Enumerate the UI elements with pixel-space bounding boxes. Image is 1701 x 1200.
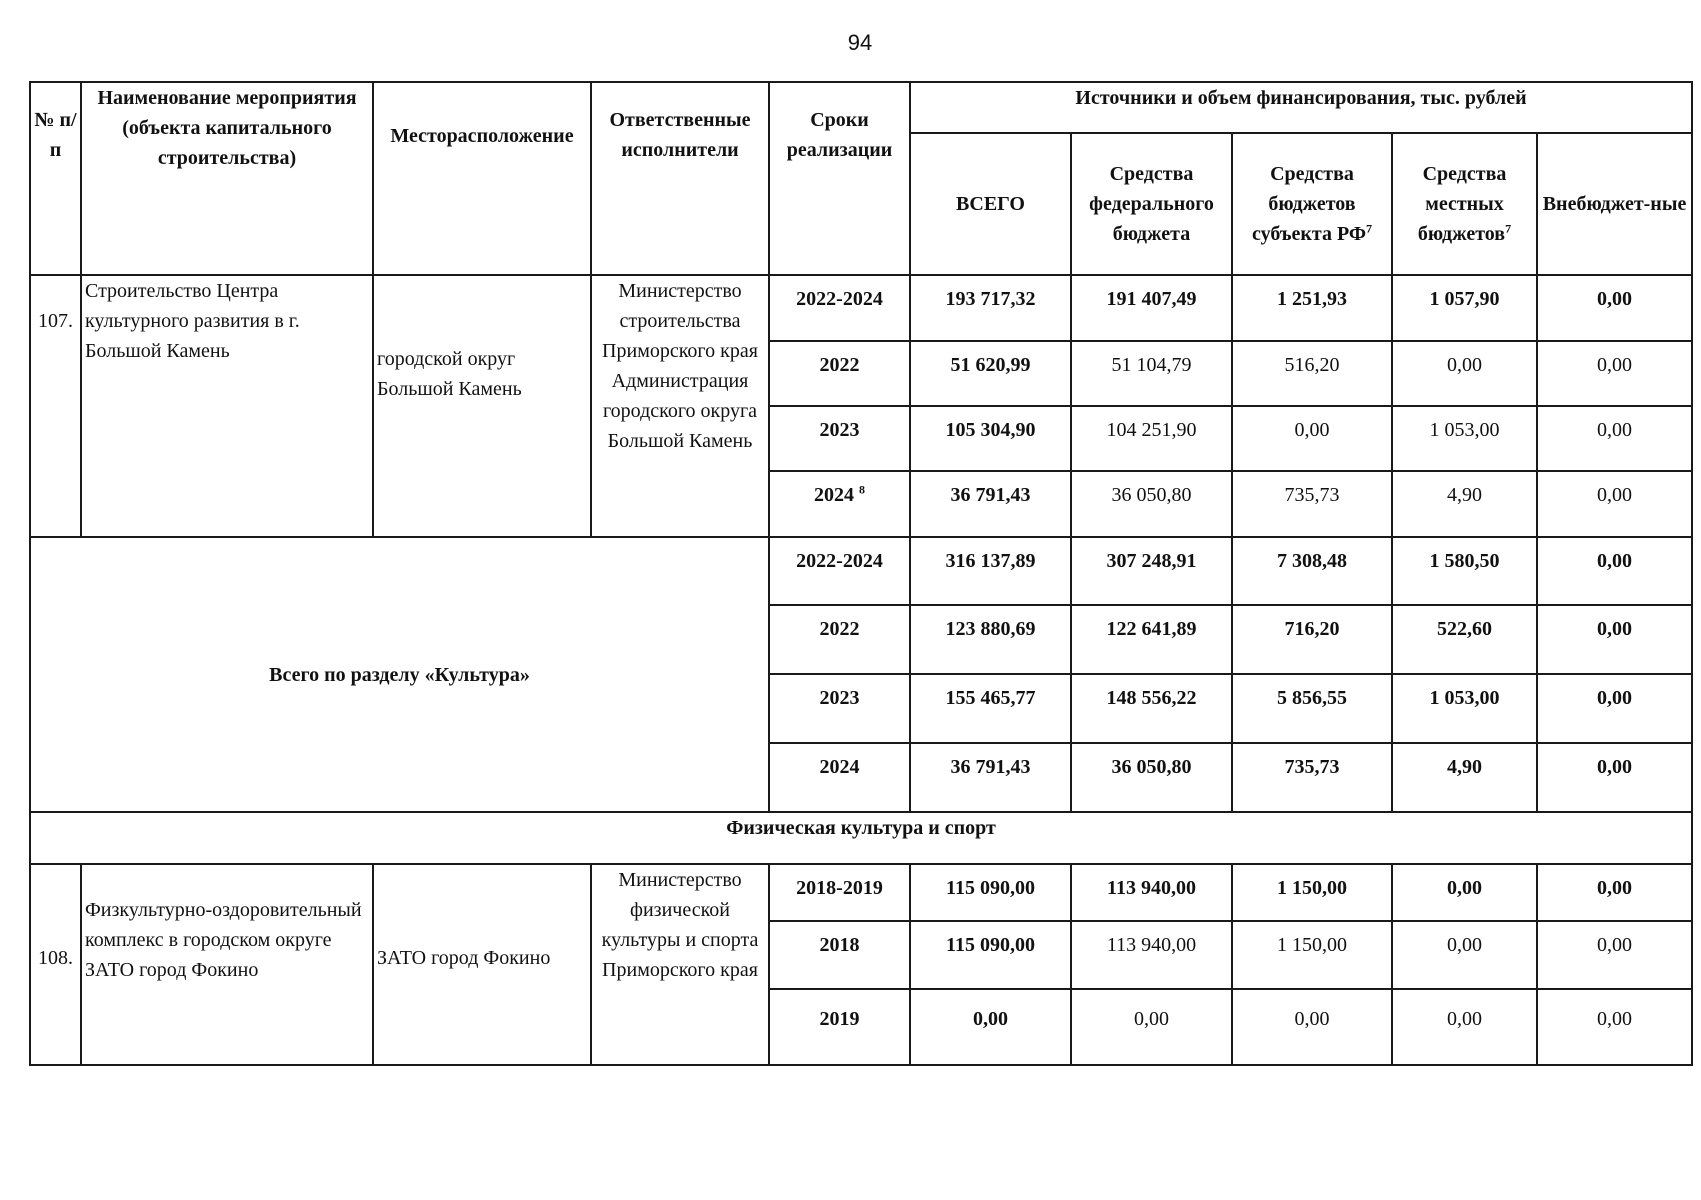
table-row	[30, 864, 1692, 921]
project-108-period: 2018	[769, 921, 910, 989]
project-108-total: 115 090,00	[910, 864, 1071, 921]
project-108-num: 108.	[30, 864, 81, 1065]
project-108-total: 115 090,00	[910, 921, 1071, 989]
project-107-location: городской округ Большой Камень	[373, 275, 591, 537]
project-107-regional: 1 251,93	[1232, 275, 1392, 341]
project-107-local: 1 053,00	[1392, 406, 1537, 471]
header-local: Средства местных бюджетов$^7$	[1392, 133, 1537, 275]
project-107-num: 107.	[30, 275, 81, 537]
culture-total-extra: 0,00	[1537, 605, 1692, 674]
header-responsible: Ответственные исполнители	[591, 82, 769, 275]
project-107-extra: 0,00	[1537, 406, 1692, 471]
project-108-extra: 0,00	[1537, 989, 1692, 1065]
project-107-local: 1 057,90	[1392, 275, 1537, 341]
culture-total-period: 2022	[769, 605, 910, 674]
project-107-responsible: Министерство строительства Приморского края Администрация городского округа Большой Камень	[591, 275, 769, 537]
culture-total-regional: 716,20	[1232, 605, 1392, 674]
project-107-total: 51 620,99	[910, 341, 1071, 406]
project-107-total: 36 791,43	[910, 471, 1071, 537]
header-row-1	[30, 82, 1692, 133]
project-108-name: Физкультурно-оздоровительный комплекс в городском округе ЗАТО город Фокино	[81, 864, 373, 1065]
culture-total-period: 2022-2024	[769, 537, 910, 605]
project-107-local: 0,00	[1392, 341, 1537, 406]
project-107-federal: 104 251,90	[1071, 406, 1232, 471]
culture-total-label: Всего по разделу «Культура»	[30, 537, 769, 812]
culture-total-extra: 0,00	[1537, 674, 1692, 743]
header-sources: Источники и объем финансирования, тыс. рублей	[910, 82, 1692, 133]
culture-total-period: 2023	[769, 674, 910, 743]
project-107-extra: 0,00	[1537, 275, 1692, 341]
table-row	[30, 275, 1692, 341]
culture-total-federal: 307 248,91	[1071, 537, 1232, 605]
header-total: ВСЕГО	[910, 133, 1071, 275]
project-108-location: ЗАТО город Фокино	[373, 864, 591, 1065]
culture-total-regional: 5 856,55	[1232, 674, 1392, 743]
culture-total-local: 1 053,00	[1392, 674, 1537, 743]
project-108-local: 0,00	[1392, 921, 1537, 989]
project-107-local: 4,90	[1392, 471, 1537, 537]
project-108-regional: 1 150,00	[1232, 921, 1392, 989]
culture-total-regional: 7 308,48	[1232, 537, 1392, 605]
project-108-federal: 113 940,00	[1071, 864, 1232, 921]
project-108-local: 0,00	[1392, 989, 1537, 1065]
project-107-period: 2023	[769, 406, 910, 471]
project-107-extra: 0,00	[1537, 471, 1692, 537]
header-location: Месторасположение	[373, 82, 591, 275]
project-107-regional: 0,00	[1232, 406, 1392, 471]
header-extra: Внебюджет-ные	[1537, 133, 1692, 275]
project-107-period: 2022	[769, 341, 910, 406]
project-107-federal: 191 407,49	[1071, 275, 1232, 341]
culture-total-federal: 148 556,22	[1071, 674, 1232, 743]
project-107-regional: 735,73	[1232, 471, 1392, 537]
project-108-regional: 0,00	[1232, 989, 1392, 1065]
culture-total-period: 2024	[769, 743, 910, 812]
header-federal: Средства федерального бюджета	[1071, 133, 1232, 275]
culture-total-total: 316 137,89	[910, 537, 1071, 605]
project-107-regional: 516,20	[1232, 341, 1392, 406]
project-107-extra: 0,00	[1537, 341, 1692, 406]
page-number: 94	[847, 30, 873, 55]
culture-total-extra: 0,00	[1537, 537, 1692, 605]
project-108-responsible: Министерство физической культуры и спорта Приморского края	[591, 864, 769, 1065]
project-108-federal: 113 940,00	[1071, 921, 1232, 989]
culture-total-extra: 0,00	[1537, 743, 1692, 812]
culture-total-federal: 36 050,80	[1071, 743, 1232, 812]
financing-table	[29, 81, 1693, 1066]
culture-total-regional: 735,73	[1232, 743, 1392, 812]
culture-total-total: 155 465,77	[910, 674, 1071, 743]
project-107-period: 2022-2024	[769, 275, 910, 341]
project-108-federal: 0,00	[1071, 989, 1232, 1065]
project-108-local: 0,00	[1392, 864, 1537, 921]
project-108-extra: 0,00	[1537, 864, 1692, 921]
project-108-period: 2018-2019	[769, 864, 910, 921]
project-108-regional: 1 150,00	[1232, 864, 1392, 921]
project-107-period: 2024 $^8$	[769, 471, 910, 537]
project-107-federal: 36 050,80	[1071, 471, 1232, 537]
culture-total-local: 1 580,50	[1392, 537, 1537, 605]
project-108-period: 2019	[769, 989, 910, 1065]
culture-total-local: 4,90	[1392, 743, 1537, 812]
project-107-federal: 51 104,79	[1071, 341, 1232, 406]
section-title-sport: Физическая культура и спорт	[30, 812, 1692, 864]
section-row	[30, 812, 1692, 864]
project-107-total: 193 717,32	[910, 275, 1071, 341]
header-name: Наименование мероприятия (объекта капитального строительства)	[81, 82, 373, 275]
header-num: № п/п	[30, 82, 81, 275]
project-107-total: 105 304,90	[910, 406, 1071, 471]
project-108-total: 0,00	[910, 989, 1071, 1065]
culture-total-total: 36 791,43	[910, 743, 1071, 812]
table-row	[30, 537, 1692, 605]
culture-total-federal: 122 641,89	[1071, 605, 1232, 674]
header-regional: Средства бюджетов субъекта $РФ^7$	[1232, 133, 1392, 275]
culture-total-local: 522,60	[1392, 605, 1537, 674]
project-108-extra: 0,00	[1537, 921, 1692, 989]
project-107-name: Строительство Центра культурного развития в г. Большой Камень	[81, 275, 373, 537]
culture-total-total: 123 880,69	[910, 605, 1071, 674]
header-period: Сроки реализации	[769, 82, 910, 275]
